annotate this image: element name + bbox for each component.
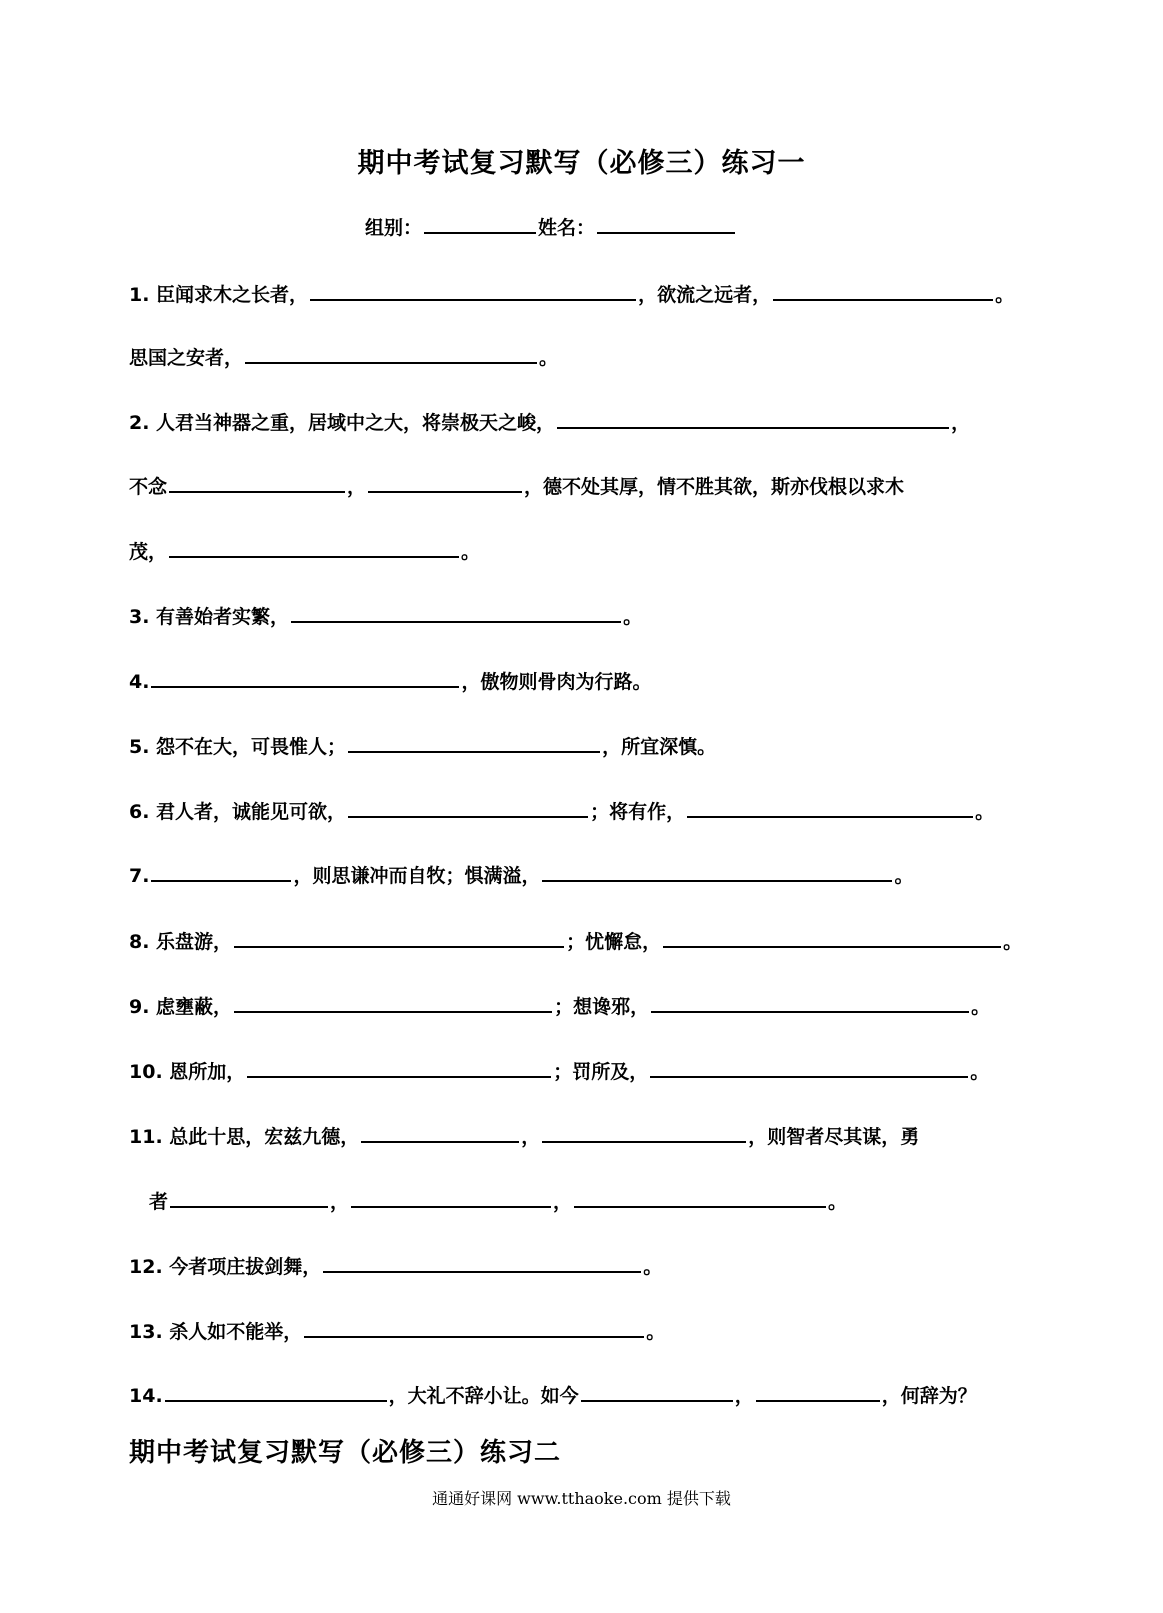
blank[interactable] xyxy=(663,926,1001,948)
blank[interactable] xyxy=(165,1380,387,1402)
blank[interactable] xyxy=(651,991,969,1013)
question-11-line-2: 者 ， ， 。 xyxy=(149,1186,847,1212)
question-2-line-3: 茂， 。 xyxy=(129,536,480,562)
question-12: 12. 今者项庄拔剑舞， 。 xyxy=(129,1251,662,1277)
blank[interactable] xyxy=(291,601,621,623)
question-8: 8. 乐盘游， ；忧懈怠， 。 xyxy=(129,926,1022,952)
question-5: 5. 怨不在大，可畏惟人； ，所宜深慎。 xyxy=(129,731,716,757)
blank[interactable] xyxy=(773,279,993,301)
group-blank[interactable] xyxy=(424,212,536,234)
blank[interactable] xyxy=(361,1121,519,1143)
question-7: 7. ，则思谦冲而自牧；惧满溢， 。 xyxy=(129,860,913,886)
blank[interactable] xyxy=(756,1380,880,1402)
question-3: 3. 有善始者实繁， 。 xyxy=(129,601,642,627)
section-title-2: 期中考试复习默写（必修三）练习二 xyxy=(129,1438,562,1468)
question-14: 14. ，大礼不辞小让。如今 ， ，何辞为？ xyxy=(129,1380,977,1406)
blank[interactable] xyxy=(687,796,973,818)
name-blank[interactable] xyxy=(597,212,735,234)
question-1-line-2: 思国之安者， 。 xyxy=(129,342,558,368)
blank[interactable] xyxy=(368,471,522,493)
blank[interactable] xyxy=(557,407,949,429)
footer-credit: 通通好课网 www.tthaoke.com 提供下载 xyxy=(432,1489,731,1508)
blank[interactable] xyxy=(650,1056,968,1078)
blank[interactable] xyxy=(574,1186,826,1208)
blank[interactable] xyxy=(348,731,600,753)
student-info xyxy=(365,212,737,240)
blank[interactable] xyxy=(245,342,537,364)
blank[interactable] xyxy=(323,1251,641,1273)
question-1-line-1: 1. 臣闻求木之长者， ，欲流之远者， 。 xyxy=(129,279,1014,305)
blank[interactable] xyxy=(247,1056,551,1078)
blank[interactable] xyxy=(169,536,459,558)
blank[interactable] xyxy=(234,926,564,948)
blank[interactable] xyxy=(170,1186,328,1208)
name-label: 姓名： xyxy=(538,217,596,239)
blank[interactable] xyxy=(304,1316,644,1338)
question-4: 4. ，傲物则骨肉为行路。 xyxy=(129,666,651,692)
blank[interactable] xyxy=(310,279,636,301)
blank[interactable] xyxy=(169,471,345,493)
group-label: 组别： xyxy=(365,217,423,239)
question-2-line-2: 不念 ， ，德不处其厚，情不胜其欲，斯亦伐根以求木 xyxy=(129,471,904,497)
blank[interactable] xyxy=(581,1380,733,1402)
question-10: 10. 恩所加， ；罚所及， 。 xyxy=(129,1056,989,1082)
blank[interactable] xyxy=(351,1186,551,1208)
question-2-line-1: 2. 人君当神器之重，居域中之大，将崇极天之峻， ， xyxy=(129,407,970,433)
question-9: 9. 虑壅蔽， ；想谗邪， 。 xyxy=(129,991,990,1017)
blank[interactable] xyxy=(234,991,552,1013)
blank[interactable] xyxy=(151,860,291,882)
blank[interactable] xyxy=(542,860,892,882)
page-title: 期中考试复习默写（必修三）练习一 xyxy=(357,148,806,179)
question-11-line-1: 11. 总此十思，宏兹九德， ， ，则智者尽其谋，勇 xyxy=(129,1121,919,1147)
blank[interactable] xyxy=(151,666,459,688)
blank[interactable] xyxy=(542,1121,746,1143)
blank[interactable] xyxy=(348,796,588,818)
question-6: 6. 君人者，诚能见可欲， ；将有作， 。 xyxy=(129,796,994,822)
question-13: 13. 杀人如不能举， 。 xyxy=(129,1316,665,1342)
